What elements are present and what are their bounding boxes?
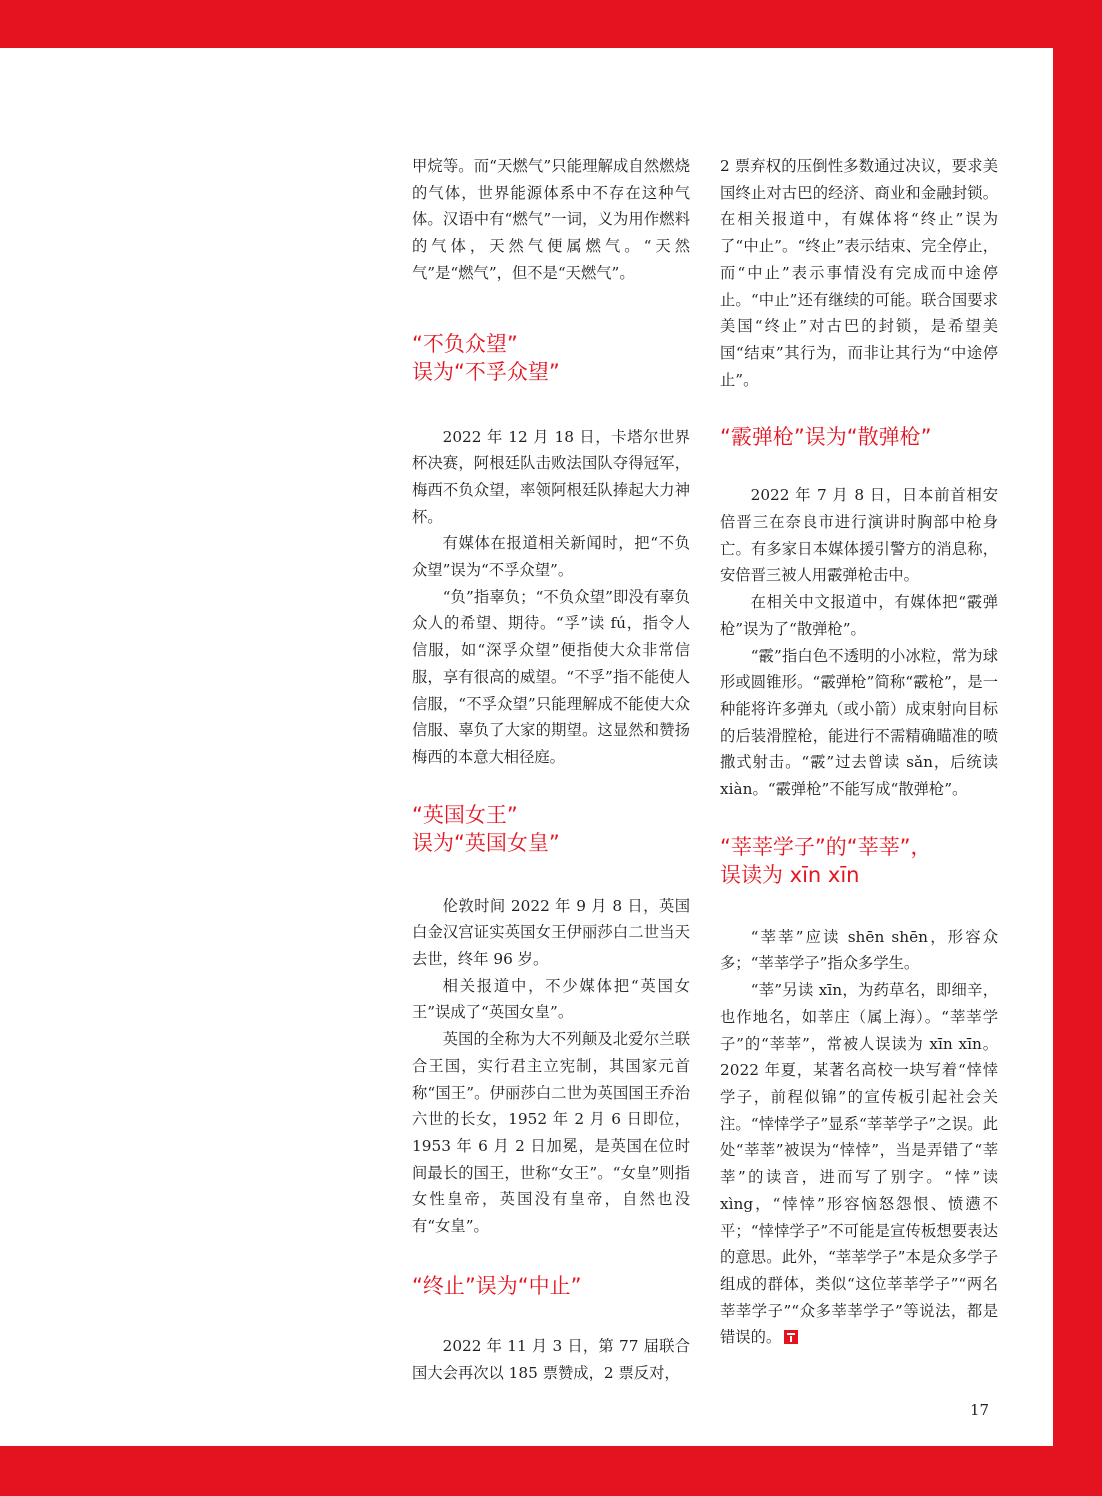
- paragraph: 2022 年 12 月 18 日，卡塔尔世界杯决赛，阿根廷队击败法国队夺得冠军，梅西不负众望，率领阿根廷队捧起大力神杯。: [412, 427, 690, 526]
- paragraph-text: “莘”另读 xīn，为药草名，即细辛，也作地名，如莘庄（属上海）。“莘莘学子”的“莘莘”，常被人误读为 xīn xīn。2022 年夏，某著名高校一块写着“悻悻学子，前程似锦”的宣传板引起社会关注。“悻悻学子”显系“莘莘学子”之误。此处“莘莘”被误为“悻悻”，当是弄错了“莘莘”的读音，进而写了别字。“悻”读 xìng，“悻悻”形容恼怒怨恨、愤懑不平；“悻悻学子”不可能是宣传板想要表达的意思。此外，“莘莘学子”本是众多学子组成的群体，类似“这位莘莘学子”“两名莘莘学子”“众多莘莘学子”等说法，都是错误的。: [720, 981, 998, 1347]
- end-mark-icon: [784, 1330, 798, 1344]
- paragraph: “霰”指白色不透明的小冰粒，常为球形或圆锥形。“霰弹枪”简称“霰枪”，是一种能将许多弹丸（或小箭）成束射向目标的后装滑膛枪，能进行不需精确瞄准的喷撒式射击。“霰”过去曾读 sǎn，后统读 xiàn。“霰弹枪”不能写成“散弹枪”。: [720, 646, 998, 799]
- section-heading-shenshen-xuezi: [720, 833, 998, 889]
- section-heading-zhongzhi: [412, 1272, 690, 1300]
- paragraph: “负”指辜负；“不负众望”即没有辜负众人的希望、期待。“孚”读 fú，指令人信服，如“深孚众望”便指使大众非常信服，享有很高的威望。“不孚”指不能使人信服，“不孚众望”只能理解成不能使大众信服、辜负了大家的期望。这显然和赞扬梅西的本意大相径庭。: [412, 587, 690, 766]
- heading-line: “英国女王”: [412, 802, 518, 827]
- paragraph: 2022 年 11 月 3 日，第 77 届联合国大会再次以 185 票赞成，2 票反对，: [412, 1336, 690, 1382]
- right-column: [720, 153, 998, 1351]
- paragraph: 2 票弃权的压倒性多数通过决议，要求美国终止对古巴的经济、商业和金融封锁。在相关报道中，有媒体将“终止”误为了“中止”。“终止”表示结束、完全停止，而“中止”表示事情没有完成而中途停止。“中止”还有继续的可能。联合国要求美国“终止”对古巴的封锁，是希望美国“结束”其行为，而非让其行为“中途停止”。: [720, 157, 998, 389]
- paragraph-final: [720, 977, 998, 1351]
- section-heading-yingguo-nvwang: [412, 801, 690, 857]
- paragraph: “莘莘”应读 shēn shēn，形容众多；“莘莘学子”指众多学生。: [720, 927, 998, 973]
- magazine-page: [0, 48, 1053, 1446]
- paragraph: 甲烷等。而“天燃气”只能理解成自然燃烧的气体，世界能源体系中不存在这种气体。汉语中有“燃气”一词，义为用作燃料的气体，天然气便属燃气。“天然气”是“燃气”，但不是“天燃气”。: [412, 157, 690, 282]
- page-number: 17: [970, 1401, 990, 1419]
- heading-line: 误为“不孚众望”: [412, 359, 560, 384]
- heading-line: 误读为 xīn xīn: [720, 862, 860, 887]
- paragraph: 在相关中文报道中，有媒体把“霰弹枪”误为了“散弹枪”。: [720, 593, 998, 638]
- section-heading-xiandanqiang: [720, 423, 998, 451]
- paragraph: 伦敦时间 2022 年 9 月 8 日，英国白金汉宫证实英国女王伊丽莎白二世当天去世，终年 96 岁。: [412, 896, 690, 969]
- paragraph: 相关报道中，不少媒体把“英国女王”误成了“英国女皇”。: [412, 976, 690, 1022]
- paragraph: 英国的全称为大不列颠及北爱尔兰联合王国，实行君主立宪制，其国家元首称“国王”。伊丽莎白二世为英国国王乔治六世的长女，1952 年 2 月 6 日即位，1953 年 6 月 2 日加冕，是英国在位时间最长的国王，世称“女王”。“女皇”则指女性皇帝，英国没有皇帝，自然也没有“女皇”。: [412, 1030, 690, 1236]
- paragraph: 有媒体在报道相关新闻时，把“不负众望”误为“不孚众望”。: [412, 534, 690, 580]
- heading-line: “霰弹枪”误为“散弹枪”: [720, 425, 932, 450]
- heading-line: “终止”误为“中止”: [412, 1273, 582, 1298]
- heading-line: “莘莘学子”的“莘莘”，: [720, 834, 932, 859]
- left-column: [412, 153, 690, 1386]
- paragraph: 2022 年 7 月 8 日，日本前首相安倍晋三在奈良市进行演讲时胸部中枪身亡。有多家日本媒体援引警方的消息称，安倍晋三被人用霰弹枪击中。: [720, 486, 998, 585]
- heading-line: 误为“英国女皇”: [412, 830, 560, 855]
- heading-line: “不负众望”: [412, 331, 518, 356]
- section-heading-bufu-zhongwang: [412, 330, 690, 386]
